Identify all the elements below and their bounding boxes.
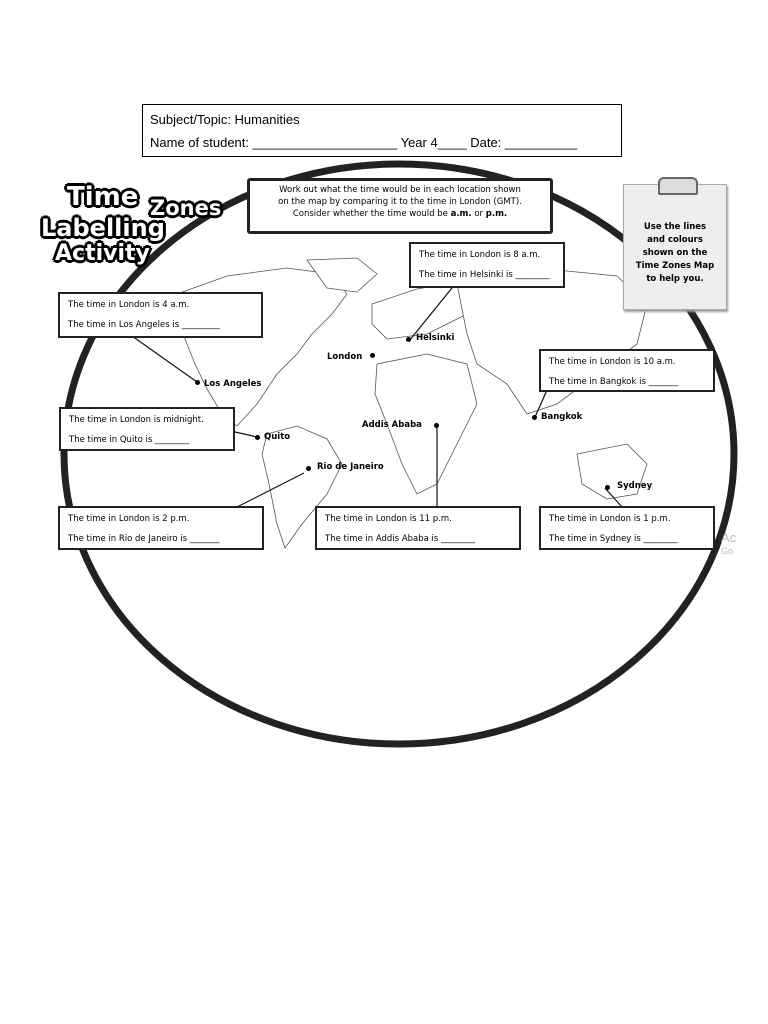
city-dot-london [370, 353, 375, 358]
note-line-3: shown on the [642, 248, 708, 258]
question-box-bangkok [539, 349, 715, 392]
city-label-helsinki: Helsinki [416, 333, 455, 343]
watermark-text-1: Ac [721, 530, 737, 545]
note-line-1: Use the lines [643, 222, 707, 232]
question-helsinki: The time in London is 8 a.m. [419, 250, 541, 260]
asia-shape [457, 268, 647, 414]
am-label: a.m. [450, 209, 472, 219]
or-label: or [471, 209, 486, 219]
answer-blank-addis-ababa[interactable]: The time in Addis Ababa is ________ [325, 534, 476, 544]
city-label-bangkok: Bangkok [541, 412, 583, 422]
instruction-line-3 [256, 208, 544, 220]
instruction-prefix: Consider whether the time would be [292, 209, 451, 219]
city-dot-sydney [605, 485, 610, 490]
note-line-5: to help you. [646, 274, 704, 284]
answer-blank-helsinki[interactable]: The time in Helsinki is ________ [419, 270, 550, 280]
city-label-rio: Rio de Janeiro [317, 462, 384, 472]
title-word-labelling: Labelling [41, 214, 165, 242]
question-sydney: The time in London is 1 p.m. [549, 514, 671, 524]
question-addis-ababa: The time in London is 11 p.m. [325, 514, 452, 524]
city-dot-addis-ababa [434, 423, 439, 428]
question-box-addis-ababa [315, 506, 521, 550]
city-dot-quito [255, 435, 260, 440]
city-label-los-angeles: Los Angeles [204, 379, 262, 389]
clipboard-clip-icon [658, 177, 698, 195]
time-zones-worksheet [41, 164, 741, 558]
city-dot-helsinki [406, 337, 411, 342]
clipboard-note [623, 184, 727, 310]
watermark-text-2: Go [721, 546, 734, 556]
city-label-quito: Quito [264, 432, 291, 442]
question-box-quito [59, 407, 235, 451]
worksheet-header [142, 104, 622, 157]
city-label-addis-ababa: Addis Ababa [362, 420, 422, 430]
answer-blank-sydney[interactable]: The time in Sydney is ________ [549, 534, 678, 544]
instruction-line-2: on the map by comparing it to the time in London (GMT). [278, 197, 522, 207]
question-quito: The time in London is midnight. [69, 415, 204, 425]
question-box-rio [58, 506, 264, 550]
title-word-time: Time [67, 182, 139, 212]
question-bangkok: The time in London is 10 a.m. [549, 357, 676, 367]
city-dot-los-angeles [195, 380, 200, 385]
instruction-line-1: Work out what the time would be in each location shown [279, 185, 521, 195]
title-word-zones: Zones [150, 196, 222, 220]
answer-blank-bangkok[interactable]: The time in Bangkok is _______ [549, 377, 679, 387]
note-line-2: and colours [647, 235, 703, 245]
question-box-sydney [539, 506, 715, 550]
question-los-angeles: The time in London is 4 a.m. [68, 300, 190, 310]
instructions-box [247, 178, 553, 234]
city-dot-rio [306, 466, 311, 471]
city-label-london: London [327, 352, 363, 362]
question-box-los-angeles [58, 292, 263, 338]
pm-label: p.m. [485, 209, 508, 219]
answer-blank-los-angeles[interactable]: The time in Los Angeles is _________ [68, 320, 221, 330]
answer-blank-rio[interactable]: The time in Rio de Janeiro is _______ [68, 534, 220, 544]
title-word-activity: Activity [55, 241, 150, 266]
note-line-4: Time Zones Map [635, 261, 715, 271]
city-label-sydney: Sydney [617, 481, 653, 491]
question-box-helsinki [409, 242, 565, 288]
answer-blank-quito[interactable]: The time in Quito is ________ [69, 435, 190, 445]
city-dot-bangkok [532, 415, 537, 420]
question-rio: The time in London is 2 p.m. [68, 514, 190, 524]
student-details-line: Name of student: ____________________ Year 4____ Date: __________ [150, 135, 578, 150]
subject-topic: Subject/Topic: Humanities [150, 112, 300, 127]
